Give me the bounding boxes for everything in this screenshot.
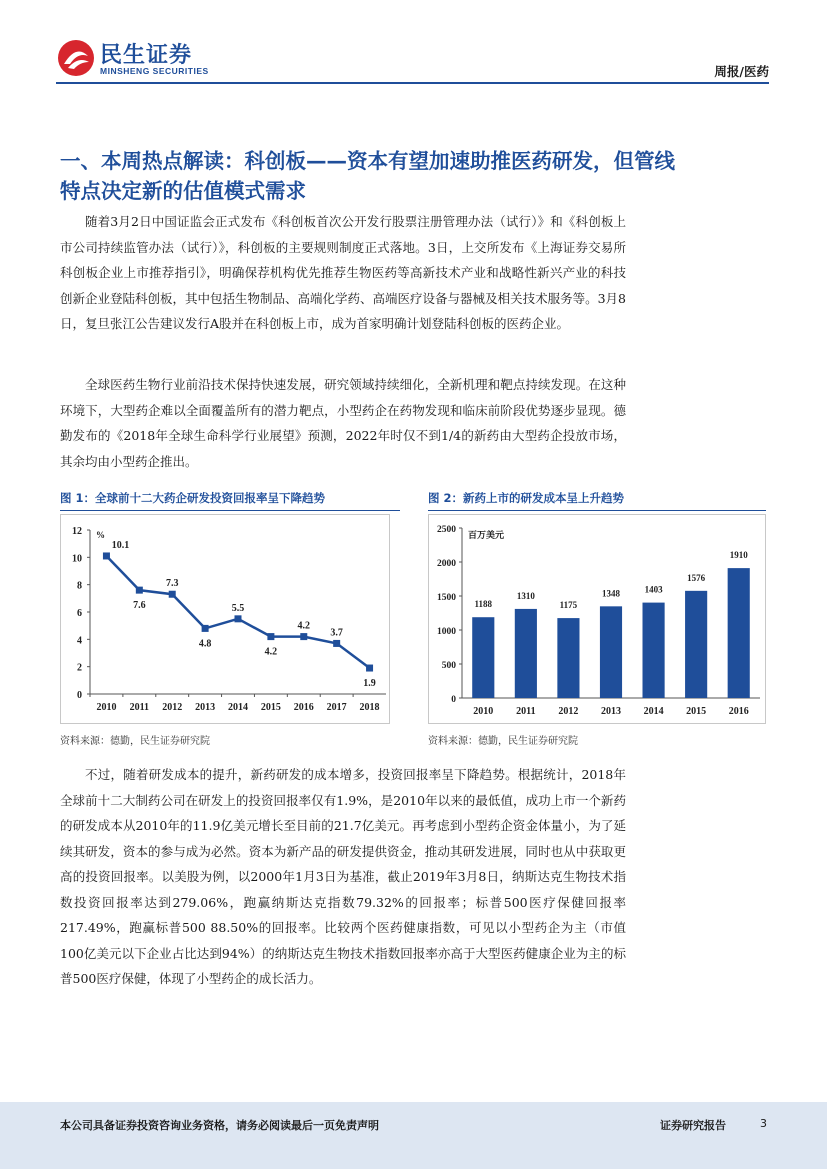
x-tick-label: 2016	[728, 706, 749, 717]
data-label: 4.8	[198, 638, 212, 650]
data-label: 1910	[729, 550, 748, 561]
x-tick-label: 2010	[473, 706, 494, 717]
y-tick-label: 2000	[437, 559, 456, 569]
x-tick-label: 2013	[195, 702, 216, 713]
bar	[557, 618, 579, 698]
footer-report-label: 证券研究报告	[660, 1119, 726, 1132]
paragraph-1: 随着3月2日中国证监会正式发布《科创板首次公开发行股票注册管理办法（试行）》和《科创板上市公司持续监管办法（试行）》，科创板的主要规则制度正式落地。3日，上交所发布《上海证券交易所科创板企业上市推荐指引》，明确保荐机构优先推荐生物医药等高新技术产业和战略性新兴产业的科技创新企业登陆科创板，其中包括生物制品、高端化学药、高端医疗设备与器械及相关技术服务等。3月8日，复旦张江公告建议发行A股并在科创板上市，成为首家明确计划登陆科创板的医药企业。	[60, 214, 626, 331]
data-label: 1.9	[363, 678, 376, 690]
y-tick-label: 0	[451, 695, 456, 705]
x-tick-label: 2012	[558, 706, 579, 717]
paragraph-3: 不过，随着研发成本的提升，新药研发的成本增多，投资回报率呈下降趋势。根据统计，2018年全球前十二大制药公司在研发上的投资回报率仅有1.9%，是2010年以来的最低值，成功上市一个新药的研发成本从2010年的11.9亿美元增长至目前的21.7亿美元。再考虑到小型药企资金体量小，为了延续其研发，资本的参与成为必然。资本为新产品的研发提供资金，推动其研发进展，同时也从中获取更高的投资回报率。以美股为例，以2000年1月3日为基准，截止2019年3月8日，纳斯达克生物技术指数投资回报率达到279.06%，跑赢纳斯达克指数79.32%的回报率；标普500医疗保健回报率217.49%，跑赢标普500 88.50%的回报率。比较两个医药健康指数，可见以小型药企为主（市值100亿美元以下企业占比达到94%）的纳斯达克生物技术指数回报率亦高于大型医药健康企业为主的标普500医疗保健，体现了小型药企的成长活力。	[60, 767, 626, 986]
y-tick-label: 500	[441, 661, 456, 671]
figure-1-source: 资料来源：德勤，民生证券研究院	[60, 736, 210, 747]
data-point	[103, 552, 110, 559]
page-number: 3	[760, 1117, 767, 1130]
bar-chart-rd-cost	[428, 514, 766, 728]
section-title: 一、本周热点解读：科创板——资本有望加速助推医药研发，但管线特点决定新的估值模式需求	[60, 149, 675, 203]
figure-2-title-underline	[428, 510, 766, 511]
data-label: 3.7	[330, 627, 343, 639]
bar	[685, 591, 707, 698]
x-tick-label: 2014	[228, 702, 248, 713]
x-tick-label: 2016	[293, 702, 314, 713]
y-tick-label: 0	[77, 690, 82, 701]
chart-1-frame	[61, 515, 390, 724]
data-point	[235, 615, 242, 622]
y-tick-label: 10	[72, 553, 82, 565]
data-label: 5.5	[231, 602, 245, 614]
y-tick-label: 12	[72, 526, 82, 537]
data-label: 4.2	[264, 646, 278, 658]
bar	[643, 603, 665, 698]
x-tick-label: 2015	[686, 706, 707, 717]
figure-1-title-underline	[60, 510, 400, 511]
y-tick-label: 2	[77, 662, 82, 674]
x-tick-label: 2017	[326, 702, 347, 713]
bar-chart-svg	[428, 514, 766, 724]
footer-disclaimer: 本公司具备证券投资咨询业务资格，请务必阅读最后一页免责声明	[60, 1119, 379, 1132]
data-label: 1403	[644, 584, 663, 595]
page-footer	[0, 1102, 827, 1169]
y-tick-label: 2500	[437, 525, 456, 535]
data-label: 1310	[516, 590, 535, 601]
bar	[472, 617, 494, 698]
y-tick-label: 8	[77, 580, 82, 592]
data-point	[366, 665, 373, 672]
data-point	[267, 633, 274, 640]
logo-english-name: MINSHENG SECURITIES	[100, 66, 209, 76]
figure-2-title: 图 2：新药上市的研发成本呈上升趋势	[428, 491, 625, 505]
data-point	[202, 625, 209, 632]
paragraph-2: 全球医药生物行业前沿技术保持快速发展，研究领域持续细化，全新机理和靶点持续发现。在这种环境下，大型药企难以全面覆盖所有的潜力靶点，小型药企在药物发现和临床前阶段优势逐步显现。德勤发布的《2018年全球生命科学行业展望》预测，2022年时仅不到1/4的新药由大型药企投放市场，其余均由小型药企推出。	[60, 377, 626, 469]
x-tick-label: 2012	[162, 702, 183, 713]
line-chart-svg	[60, 514, 390, 724]
data-label: 1175	[559, 600, 578, 611]
x-tick-label: 2010	[96, 702, 117, 713]
page-header	[0, 0, 827, 90]
logo-chinese-name: 民生证券	[100, 43, 193, 68]
figure-1-title: 图 1：全球前十二大药企研发投资回报率呈下降趋势	[60, 491, 326, 505]
x-tick-label: 2015	[260, 702, 281, 713]
line-chart-roi	[60, 514, 390, 728]
data-label: 7.6	[133, 600, 146, 612]
data-label: 1576	[687, 572, 706, 583]
x-tick-label: 2018	[359, 702, 380, 713]
header-divider	[56, 82, 769, 84]
data-point	[169, 591, 176, 598]
report-type: 周报/医药	[714, 64, 769, 79]
y-tick-label: 6	[77, 608, 82, 619]
bar	[600, 606, 622, 698]
y-tick-label: 1500	[437, 593, 456, 603]
data-label: 1348	[602, 588, 620, 599]
y-axis-unit: 百万美元	[468, 530, 505, 540]
data-label: 7.3	[165, 578, 179, 590]
y-axis-unit: %	[96, 530, 105, 540]
data-point	[300, 633, 307, 640]
y-tick-label: 1000	[437, 627, 456, 637]
data-point	[333, 640, 340, 647]
x-tick-label: 2014	[643, 706, 664, 717]
minsheng-logo-icon	[56, 38, 96, 78]
x-tick-label: 2011	[129, 702, 150, 713]
y-tick-label: 4	[77, 635, 82, 647]
data-point	[136, 587, 143, 594]
x-tick-label: 2011	[516, 706, 536, 717]
bar	[515, 609, 537, 698]
company-logo	[56, 38, 216, 82]
bar	[728, 568, 750, 698]
figure-2-source: 资料来源：德勤，民生证券研究院	[428, 736, 578, 747]
data-label: 1188	[474, 599, 493, 610]
data-label: 4.2	[297, 620, 311, 632]
x-tick-label: 2013	[601, 706, 621, 717]
data-label: 10.1	[111, 539, 130, 551]
